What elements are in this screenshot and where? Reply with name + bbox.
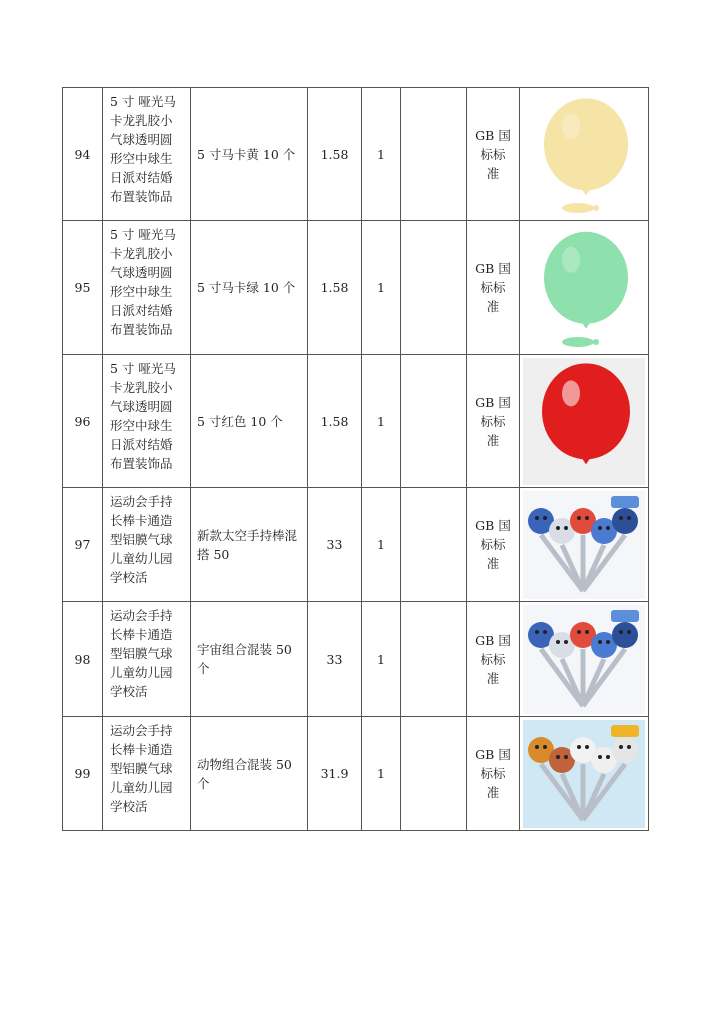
product-name-line: 型铝膜气球 <box>110 532 173 547</box>
quality-standard <box>467 355 520 488</box>
table-row <box>63 221 649 355</box>
unit-price: 33 <box>308 602 362 717</box>
table-row <box>63 355 649 488</box>
product-name-line: 5 寸 哑光马 <box>110 227 176 242</box>
quality-standard-line: 准 <box>486 670 500 686</box>
product-name-line: 布置装饰品 <box>110 456 173 471</box>
table-row <box>63 88 649 221</box>
quantity: 1 <box>362 221 401 355</box>
product-name-line: 气球透明圆 <box>110 132 173 147</box>
red-balloon-icon <box>523 358 645 485</box>
product-name-line: 长棒卡通造 <box>110 513 173 528</box>
empty-cell <box>401 221 467 355</box>
product-name-line: 儿童幼儿园 <box>110 551 173 566</box>
product-name-line: 长棒卡通造 <box>110 742 173 757</box>
quality-standard-line: GB 国 <box>475 394 511 410</box>
product-name-line: 气球透明圆 <box>110 399 173 414</box>
product-name-line: 卡龙乳胶小 <box>110 246 173 261</box>
product-image <box>520 488 649 602</box>
quality-standard-line: 标标 <box>480 766 506 781</box>
product-name-line: 形空中球生 <box>110 418 173 433</box>
product-name-line: 儿童幼儿园 <box>110 780 173 795</box>
row-number: 99 <box>63 717 103 831</box>
product-name <box>103 88 191 221</box>
product-name-line: 长棒卡通造 <box>110 627 173 642</box>
quality-standard-line: 准 <box>486 432 500 448</box>
row-number: 96 <box>63 355 103 488</box>
animal-balloon-sticks-icon <box>523 720 645 828</box>
product-image <box>520 717 649 831</box>
product-name-line: 学校活 <box>110 684 148 699</box>
product-name <box>103 717 191 831</box>
green-balloon-icon <box>523 224 645 352</box>
product-image <box>520 88 649 221</box>
quantity: 1 <box>362 488 401 602</box>
space-balloon-sticks-icon <box>523 491 645 599</box>
yellow-balloon-icon <box>523 91 645 218</box>
product-name-line: 形空中球生 <box>110 284 173 299</box>
table-row <box>63 488 649 602</box>
product-name <box>103 355 191 488</box>
product-name-line: 形空中球生 <box>110 151 173 166</box>
product-spec: 5 寸红色 10 个 <box>191 355 308 488</box>
product-name <box>103 221 191 355</box>
quality-standard-line: GB 国 <box>475 518 511 533</box>
empty-cell <box>401 602 467 717</box>
product-name-line: 日派对结婚 <box>110 303 173 318</box>
product-table-body <box>63 88 649 831</box>
product-name-line: 卡龙乳胶小 <box>110 380 173 395</box>
quantity: 1 <box>362 602 401 717</box>
product-name-line: 学校活 <box>110 570 148 585</box>
unit-price: 1.58 <box>308 221 362 355</box>
row-number: 97 <box>63 488 103 602</box>
product-spec: 宇宙组合混装 50 个 <box>191 602 308 717</box>
product-name <box>103 602 191 717</box>
product-name-line: 型铝膜气球 <box>110 646 173 661</box>
row-number: 98 <box>63 602 103 717</box>
quality-standard <box>467 488 520 602</box>
empty-cell <box>401 88 467 221</box>
quality-standard <box>467 602 520 717</box>
quantity: 1 <box>362 355 401 488</box>
quality-standard-line: GB 国 <box>475 632 511 648</box>
row-number: 94 <box>63 88 103 221</box>
quality-standard-line: 标标 <box>480 280 506 295</box>
empty-cell <box>401 717 467 831</box>
quality-standard-line: 准 <box>486 785 500 800</box>
product-image <box>520 221 649 355</box>
product-image <box>520 602 649 717</box>
product-name-line: 5 寸 哑光马 <box>110 94 176 109</box>
product-name-line: 布置装饰品 <box>110 322 173 337</box>
universe-balloon-sticks-icon <box>523 605 645 714</box>
table-row <box>63 602 649 717</box>
row-number: 95 <box>63 221 103 355</box>
product-spec: 5 寸马卡黄 10 个 <box>191 88 308 221</box>
quality-standard-line: 准 <box>486 299 500 314</box>
quality-standard <box>467 717 520 831</box>
product-name-line: 运动会手持 <box>110 608 173 623</box>
quality-standard-line: 准 <box>486 165 500 181</box>
quality-standard-line: 准 <box>486 556 500 571</box>
product-name-line: 型铝膜气球 <box>110 761 173 776</box>
quality-standard <box>467 88 520 221</box>
quality-standard-line: GB 国 <box>475 127 511 143</box>
quality-standard-line: GB 国 <box>475 261 511 276</box>
quality-standard <box>467 221 520 355</box>
product-table <box>62 87 649 831</box>
unit-price: 1.58 <box>308 355 362 488</box>
unit-price: 1.58 <box>308 88 362 221</box>
quality-standard-line: GB 国 <box>475 747 511 762</box>
unit-price: 31.9 <box>308 717 362 831</box>
quality-standard-line: 标标 <box>480 537 506 552</box>
product-spec: 动物组合混装 50 个 <box>191 717 308 831</box>
table-row <box>63 717 649 831</box>
quality-standard-line: 标标 <box>480 651 506 667</box>
product-image <box>520 355 649 488</box>
product-name-line: 布置装饰品 <box>110 189 173 204</box>
product-name-line: 日派对结婚 <box>110 170 173 185</box>
product-name-line: 运动会手持 <box>110 723 173 738</box>
product-name-line: 5 寸 哑光马 <box>110 361 176 376</box>
unit-price: 33 <box>308 488 362 602</box>
empty-cell <box>401 355 467 488</box>
product-name <box>103 488 191 602</box>
product-name-line: 气球透明圆 <box>110 265 173 280</box>
product-name-line: 学校活 <box>110 799 148 814</box>
product-name-line: 日派对结婚 <box>110 437 173 452</box>
empty-cell <box>401 488 467 602</box>
product-name-line: 卡龙乳胶小 <box>110 113 173 128</box>
quality-standard-line: 标标 <box>480 413 506 429</box>
product-name-line: 儿童幼儿园 <box>110 665 173 680</box>
product-spec: 5 寸马卡绿 10 个 <box>191 221 308 355</box>
quality-standard-line: 标标 <box>480 146 506 162</box>
quantity: 1 <box>362 717 401 831</box>
product-name-line: 运动会手持 <box>110 494 173 509</box>
product-spec: 新款太空手持棒混搭 50 <box>191 488 308 602</box>
quantity: 1 <box>362 88 401 221</box>
